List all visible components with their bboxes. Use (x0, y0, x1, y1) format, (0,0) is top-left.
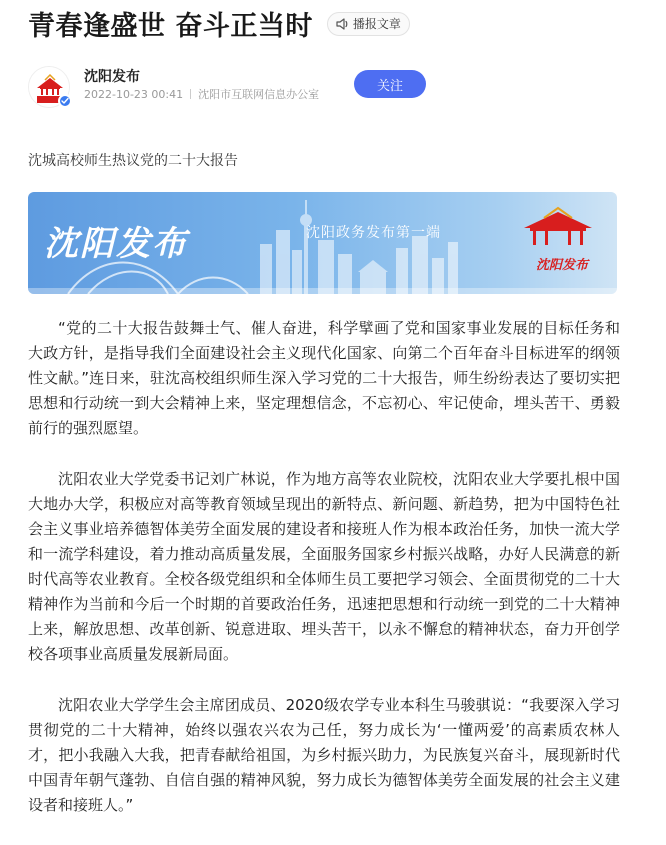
article-paragraph: 沈阳农业大学学生会主席团成员、2020级农学专业本科生马骏骐说：“我要深入学习贯彻党的二十大精神，始终以强农兴农为己任，努力成长为‘一懂两爱’的高素质农林人才，把小我融入大我，把青春献给祖国，为乡村振兴助力，为民族复兴奋斗，展现新时代中国青年朝气蓬勃、自信自强的精神风貌，努力成长为德智体美劳全面发展的社会主义建设者和接班人。” (28, 696, 620, 814)
verified-badge (58, 94, 72, 108)
banner-image (28, 192, 617, 294)
author-bar (28, 64, 638, 108)
follow-button[interactable]: 关注 (354, 70, 426, 98)
banner-slogan: 沈阳政务发布第一端 (306, 225, 441, 241)
tts-label: 播报文章 (352, 17, 401, 31)
verified-check-icon (61, 97, 69, 105)
publish-datetime: 2022-10-23 00:41 (84, 88, 184, 101)
article-paragraph: 沈阳农业大学党委书记刘广林说，作为地方高等农业院校，沈阳农业大学要扎根中国大地办大学，积极应对高等教育领域呈现出的新特点、新问题、新趋势，把为中国特色社会主义事业培养德智体美劳全面发展的建设者和接班人作为根本政治任务，加快一流大学和一流学科建设，着力推动高质量发展，全面服务国家乡村振兴战略，办好人民满意的新时代高等农业教育。全校各级党组织和全体师生员工要把学习领会、全面贯彻党的二十大精神作为当前和今后一个时期的首要政治任务，迅速把思想和行动统一到党的二十大精神上来，解放思想、改革创新、锐意进取、埋头苦干，以永不懈怠的精神状态，奋力开创学校各项事业高质量发展新局面。 (28, 470, 620, 663)
speaker-icon (336, 18, 350, 30)
tts-button[interactable] (327, 12, 410, 36)
author-name[interactable]: 沈阳发布 (84, 69, 140, 85)
banner-logo-text: 沈阳发布 (536, 258, 589, 273)
author-meta (84, 86, 319, 102)
title-row (28, 4, 410, 43)
article-lead: 沈城高校师生热议党的二十大报告 (28, 153, 238, 169)
banner-brand-text: 沈阳发布 (44, 224, 188, 264)
source-org: 沈阳市互联网信息办公室 (198, 88, 320, 101)
article-body (28, 316, 620, 844)
meta-divider (190, 89, 191, 99)
article-title: 青春逢盛世 奋斗正当时 (28, 11, 313, 42)
article-paragraph: “党的二十大报告鼓舞士气、催人奋进，科学擘画了党和国家事业发展的目标任务和大政方针，是指导我们全面建设社会主义现代化国家、向第二个百年奋斗目标进军的纲领性文献。”连日来，驻沈高校组织师生深入学习党的二十大报告，师生纷纷表达了要切实把思想和行动统一到大会精神上来，坚定理想信念，不忘初心、牢记使命，埋头苦干、勇毅前行的强烈愿望。 (28, 319, 620, 437)
